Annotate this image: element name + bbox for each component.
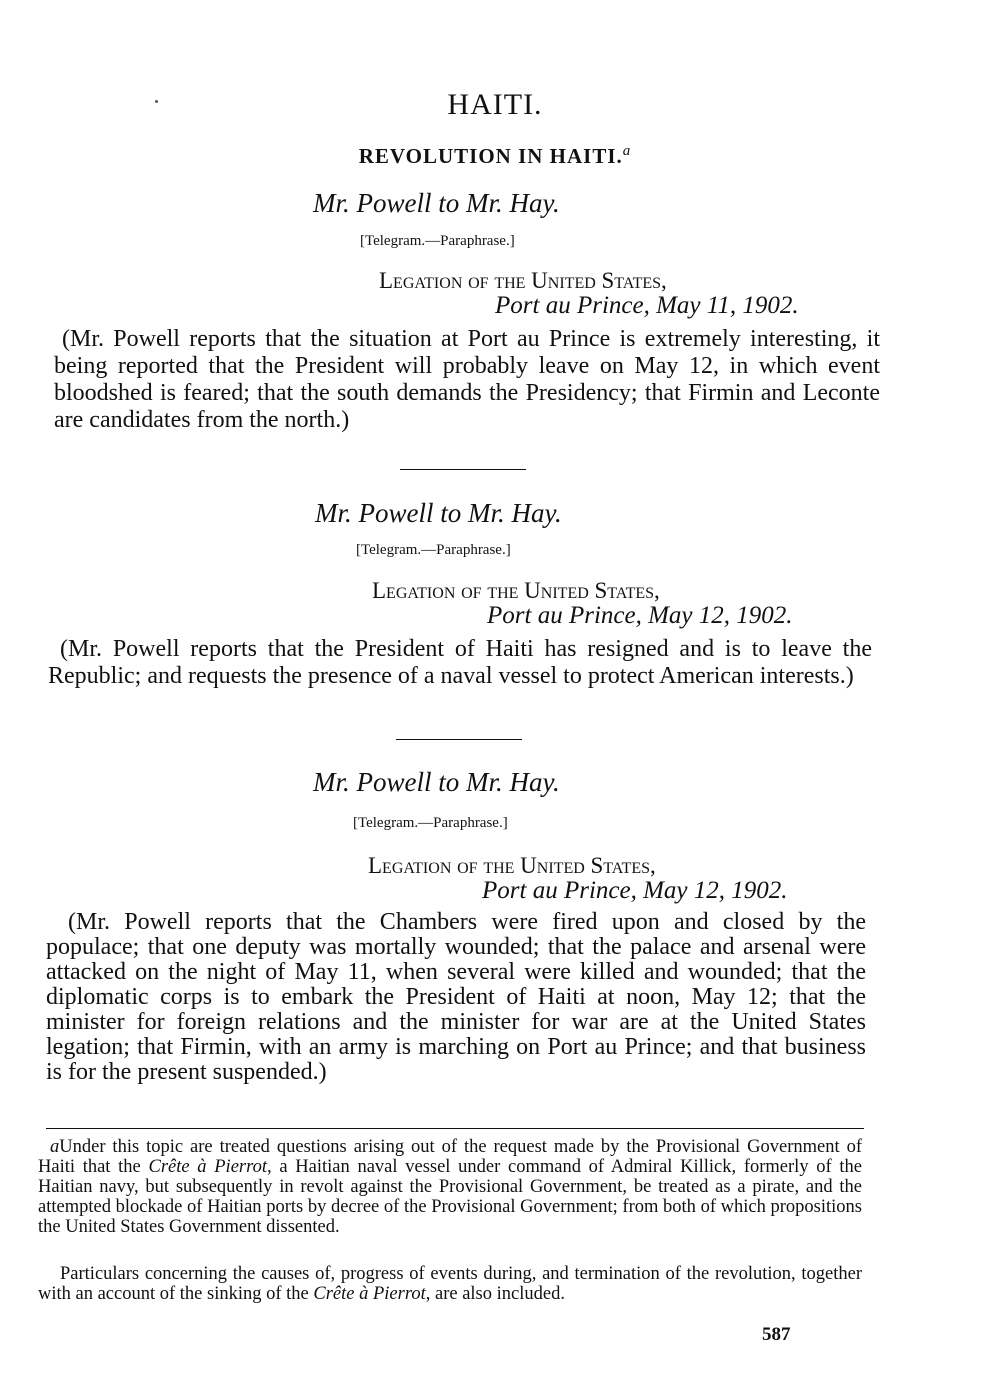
separator-rule bbox=[400, 469, 526, 470]
telegram-body: (Mr. Powell reports that the Chambers were fired upon and closed by the populace; that one deputy was mortally wounded; that the palace and arsenal were attacked on the night of May 11, when several were killed and wounded; that the diplomatic corps is to embark the President of Haiti at noon, May 12; that the minister for foreign relations and the minister for war are at the United States legation; that Firmin, with an army is marching on Port au Prince; and that business is for the present suspended.) bbox=[46, 909, 866, 1085]
vessel-name: Crête à Pierrot bbox=[148, 1157, 268, 1177]
footnote-paragraph: aUnder this topic are treated questions arising out of the request made by the Provisional Government of Haiti that the Crête à Pierrot, a Haitian naval vessel under command of Admiral Killick, formerly of the Haitian navy, but subsequently in revolt against the Provisional Government, be treated as a pirate, and the attempted blockade of Haitian ports by decree of the Provisional Government; from both of which propositions the United States Government dissented. bbox=[38, 1137, 863, 1237]
legation-line: Legation of the United States, bbox=[372, 578, 660, 603]
legation-line: Legation of the United States, bbox=[368, 853, 656, 878]
section-title: REVOLUTION IN HAITI.$^a$ bbox=[358, 143, 632, 168]
place-date: Port au Prince, May 12, 1902. bbox=[482, 877, 788, 904]
footnote-mark: a bbox=[50, 1137, 60, 1157]
telegram-type: [Telegram.—Paraphrase.] bbox=[353, 815, 508, 831]
legation-line: Legation of the United States, bbox=[379, 268, 667, 293]
footnote-paragraph: Particulars concerning the causes of, progress of events during, and termination of the revolution, together with an account of the sinking of the Crête à Pierrot, are also included. bbox=[38, 1264, 862, 1304]
place-date: Port au Prince, May 11, 1902. bbox=[495, 292, 799, 319]
telegram-sender: Mr. Powell to Mr. Hay. bbox=[313, 767, 560, 797]
telegram-sender: Mr. Powell to Mr. Hay. bbox=[315, 498, 562, 528]
vessel-name: Crête à Pierrot bbox=[313, 1284, 426, 1304]
page-heading: HAITI. bbox=[447, 88, 543, 121]
page-number: 587 bbox=[762, 1324, 791, 1345]
footnote-reference: a bbox=[622, 143, 632, 159]
separator-rule bbox=[396, 739, 522, 740]
telegram-type: [Telegram.—Paraphrase.] bbox=[360, 233, 515, 249]
telegram-body: (Mr. Powell reports that the President of Haiti has resigned and is to leave the Republic; and requests the presence of a naval vessel to protect American interests.) bbox=[48, 636, 872, 689]
telegram-type: [Telegram.—Paraphrase.] bbox=[356, 542, 511, 558]
footnote-rule bbox=[46, 1128, 864, 1129]
telegram-sender: Mr. Powell to Mr. Hay. bbox=[313, 188, 560, 218]
place-date: Port au Prince, May 12, 1902. bbox=[487, 602, 793, 629]
telegram-body: (Mr. Powell reports that the situation at Port au Prince is extremely interesting, it being reported that the President will probably leave on May 12, in which event bloodshed is feared; that the south demands the Presidency; that Firmin and Leconte are candidates from the north.) bbox=[54, 326, 880, 433]
